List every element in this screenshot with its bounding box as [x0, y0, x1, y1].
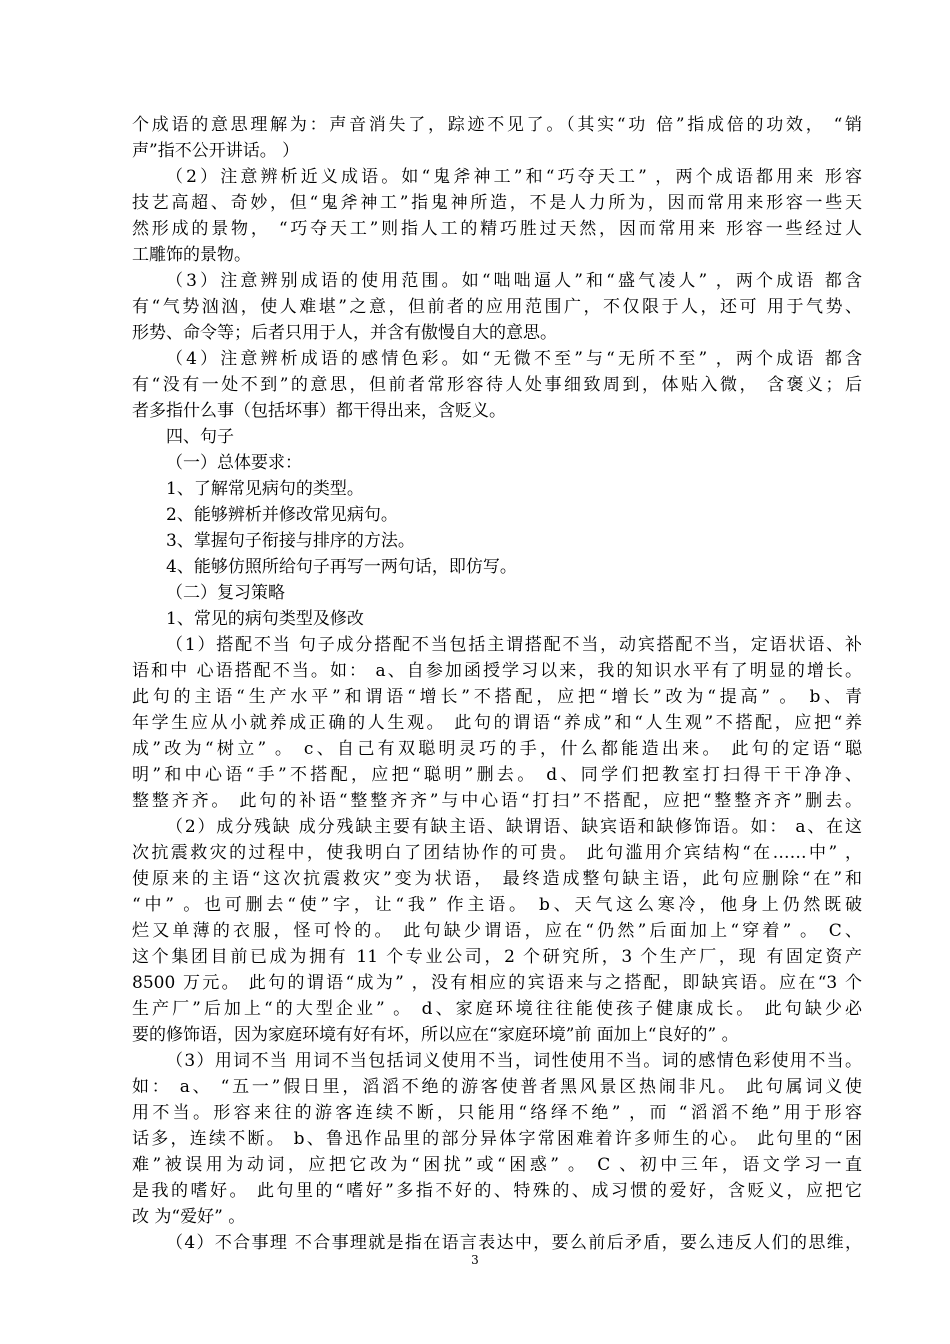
text-line: （4）不合事理 不合事理就是指在语言表达中，要么前后矛盾，要么违反人们的思维，	[166, 1233, 862, 1253]
text-line: 这个集团目前已成为拥有 11 个专业公司，2 个研究所，3 个生产厂，现 有固定资产	[132, 947, 862, 967]
text-line: 有“气势汹汹，使人难堪”之意，但前者的应用范围广，不仅限于人，还可 用于气势、	[132, 297, 862, 317]
text-line: 然形成的景物， “巧夺天工”则指人工的精巧胜过天然，因而常用来 形容一些经过人	[132, 219, 862, 239]
text-line: 此句的主语“生产水平”和谓语“增长”不搭配，应把“增长”改为“提高” 。 b、青	[132, 687, 862, 707]
text-line: 年学生应从小就养成正确的人生观。 此句的谓语“养成”和“人生观”不搭配，应把“养	[132, 713, 862, 733]
text-line: 用不当。形容来往的游客连续不断，只能用“络绎不绝” ，而 “滔滔不绝”用于形容	[132, 1103, 862, 1123]
body-text	[132, 112, 862, 1256]
text-line: （2）注意辨析近义成语。如“鬼斧神工”和“巧夺天工” ，两个成语都用来 形容	[166, 167, 862, 187]
text-line: 是我的嗜好。 此句里的“嗜好”多指不好的、特殊的、成习惯的爱好，含贬义，应把它	[132, 1181, 862, 1201]
text-line: 次抗震救灾的过程中，使我明白了团结协作的可贵。 此句滥用介宾结构“在……中” ，	[132, 843, 862, 863]
text-line: 成”改为“树立” 。 c、自己有双聪明灵巧的手，什么都能造出来。 此句的定语“聪	[132, 739, 862, 759]
text-line: 使原来的主语“这次抗震救灾”变为状语， 最终造成整句缺主语，此句应删除“在”和	[132, 869, 862, 889]
list-item: 2、能够辨析并修改常见病句。	[166, 505, 398, 525]
text-line: 8500 万元。 此句的谓语“成为” ，没有相应的宾语来与之搭配，即缺宾语。应在“3 个	[132, 973, 862, 993]
text-line: 难”被误用为动词，应把它改为“困扰”或“困惑” 。 C 、初中三年，语文学习一直	[132, 1155, 862, 1175]
text-line: 个成语的意思理解为：声音消失了，踪迹不见了。（其实“功 倍”指成倍的功效， “销	[132, 115, 862, 135]
subsection-heading: （一）总体要求：	[166, 453, 302, 473]
text-line: “中” 。也可删去“使”字，让“我” 作主语。 b、天气这么寒冷，他身上仍然既破	[132, 895, 862, 915]
list-item: 1、了解常见病句的类型。	[166, 479, 364, 499]
list-item: 4、能够仿照所给句子再写一两句话，即仿写。	[166, 557, 517, 577]
text-line: 改 为“爱好” 。	[132, 1207, 246, 1227]
text-line: 整整齐齐。 此句的补语“整整齐齐”与中心语“打扫”不搭配，应把“整整齐齐”删去。	[132, 791, 862, 811]
text-line: 工雕饰的景物。	[132, 245, 251, 265]
text-line: 明”和中心语“手”不搭配，应把“聪明”删去。 d、同学们把教室打扫得干干净净、	[132, 765, 862, 785]
text-line: 有“没有一处不到”的意思，但前者常形容待人处事细致周到，体贴入微， 含褒义；后	[132, 375, 862, 395]
list-item: 3、掌握句子衔接与排序的方法。	[166, 531, 415, 551]
text-line: 声”指不公开讲话。 ）	[132, 141, 300, 161]
text-line: （3）注意辨别成语的使用范围。如“咄咄逼人”和“盛气凌人” ，两个成语 都含	[166, 271, 862, 291]
text-line: 语和中 心语搭配不当。如： a、自参加函授学习以来，我的知识水平有了明显的增长。	[132, 661, 862, 681]
text-line: 如： a、 “五一”假日里，滔滔不绝的游客使普者黑风景区热闹非凡。 此句属词义使	[132, 1077, 862, 1097]
text-line: 烂又单薄的衣服，怪可怜的。 此句缺少谓语，应在“仍然”后面加上“穿着” 。 C、	[132, 921, 862, 941]
text-line: 者多指什么事（包括坏事）都干得出来，含贬义。	[132, 401, 506, 421]
section-heading: 四、句子	[166, 427, 234, 447]
text-line: （3）用词不当 用词不当包括词义使用不当，词性使用不当。词的感情色彩使用不当。	[166, 1051, 862, 1071]
list-item: 1、常见的病句类型及修改	[166, 609, 364, 629]
text-line: 要的修饰语，因为家庭环境有好有坏，所以应在“家庭环境”前 面加上“良好的” 。	[132, 1025, 739, 1045]
text-line: （4）注意辨析成语的感情色彩。如“无微不至”与“无所不至” ，两个成语 都含	[166, 349, 862, 369]
text-line: 生产厂”后加上“的大型企业” 。 d、家庭环境往往能使孩子健康成长。 此句缺少必	[132, 999, 862, 1019]
subsection-heading: （二）复习策略	[166, 583, 285, 603]
text-line: （2）成分残缺 成分残缺主要有缺主语、缺谓语、缺宾语和缺修饰语。如： a、在这	[166, 817, 862, 837]
page-number: 3	[471, 1253, 479, 1267]
text-line: 形势、命令等；后者只用于人，并含有傲慢自大的意思。	[132, 323, 557, 343]
text-line: （1）搭配不当 句子成分搭配不当包括主谓搭配不当，动宾搭配不当，定语状语、补	[166, 635, 862, 655]
text-line: 话多，连续不断。 b、鲁迅作品里的部分异体字常困难着许多师生的心。 此句里的“困	[132, 1129, 862, 1149]
text-line: 技艺高超、奇妙，但“鬼斧神工”指鬼神所造，不是人力所为，因而常用来形容一些天	[132, 193, 862, 213]
